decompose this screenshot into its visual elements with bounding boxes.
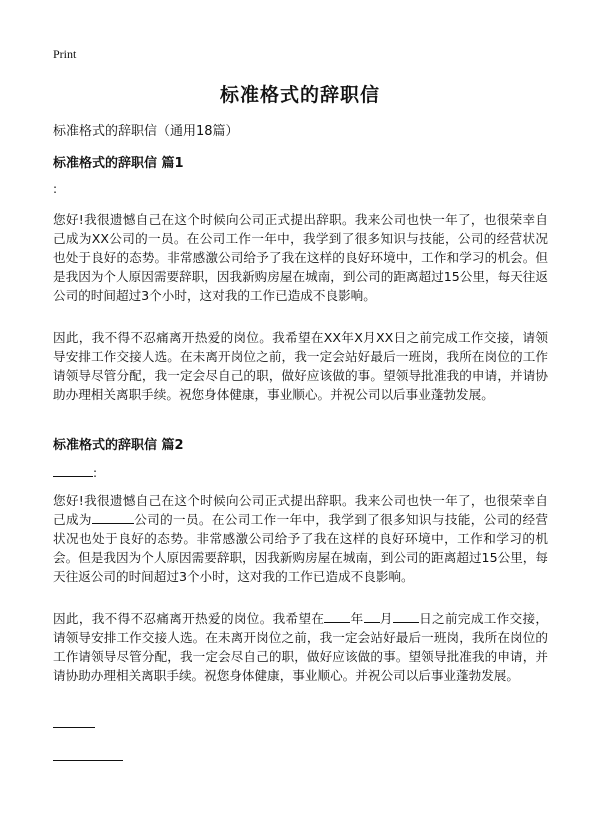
recipient-blank[interactable] [53,464,93,477]
date-line[interactable] [53,760,123,761]
signature-line[interactable] [53,727,95,728]
section-2-heading: 标准格式的辞职信 篇2 [53,438,184,453]
day-blank[interactable] [393,610,419,623]
section-1-paragraph-1: 您好!我很遗憾自己在这个时候向公司正式提出辞职。我来公司也快一年了，也很荣幸自己成为XX公司的一员。在公司工作一年中，我学到了很多知识与技能，公司的经营状况也处于良好的态势。非常感激公司给予了我在这样的良好环境中，工作和学习的机会。但是我因为个人原因需要辞职，因我新购房屋在城南，到公司的距离超过15公里，每天往返公司的时间超过3个小时，这对我的工作已造成不良影响。 [53,212,548,303]
section-2-paragraph-2: 因此，我不得不忍痛离开热爱的岗位。我希望在 年 月 日之前完成工作交接，请领导安排工作交接人选。在未离开岗位之前，我一定会站好最后一班岗，我所在岗位的工作请领导尽管分配，我一定会尽自己的职，做好应该做的事。望领导批准我的申请，并请协助办理相关离职手续。祝您身体健康，事业顺心。并祝公司以后事业蓬勃发展。 [53,611,549,683]
section-1-salutation: : [53,182,58,196]
company-blank[interactable] [92,511,134,524]
section-1-heading: 标准格式的辞职信 篇1 [53,156,184,171]
section-2-paragraph-1: 您好!我很遗憾自己在这个时候向公司正式提出辞职。我来公司也快一年了，也很荣幸自己成为 公司的一员。在公司工作一年中，我学到了很多知识与技能，公司的经营状况也处于良好的态势。非常感激公司给予了我在这样的良好环境中，工作和学习的机会。但是我因为个人原因需要辞职，因我新购房屋在城南，到公司的距离超过15公里，每天往返公司的时间超过3个小时，这对我的工作已造成不良影响。 [53,493,549,584]
document-title: 标准格式的辞职信 [219,84,380,106]
section-1-paragraph-2: 因此，我不得不忍痛离开热爱的岗位。我希望在XX年X月XX日之前完成工作交接，请领导安排工作交接人选。在未离开岗位之前，我一定会站好最后一班岗，我所在岗位的工作请领导尽管分配，我一定会尽自己的职，做好应该做的事。望领导批准我的申请，并请协助办理相关离职手续。祝您身体健康，事业顺心。并祝公司以后事业蓬勃发展。 [53,330,548,402]
print-label: Print [53,47,77,61]
month-blank[interactable] [364,610,380,623]
year-blank[interactable] [324,610,350,623]
section-2-salutation: : [53,464,97,480]
document-subtitle: 标准格式的辞职信（通用18篇） [53,124,239,139]
